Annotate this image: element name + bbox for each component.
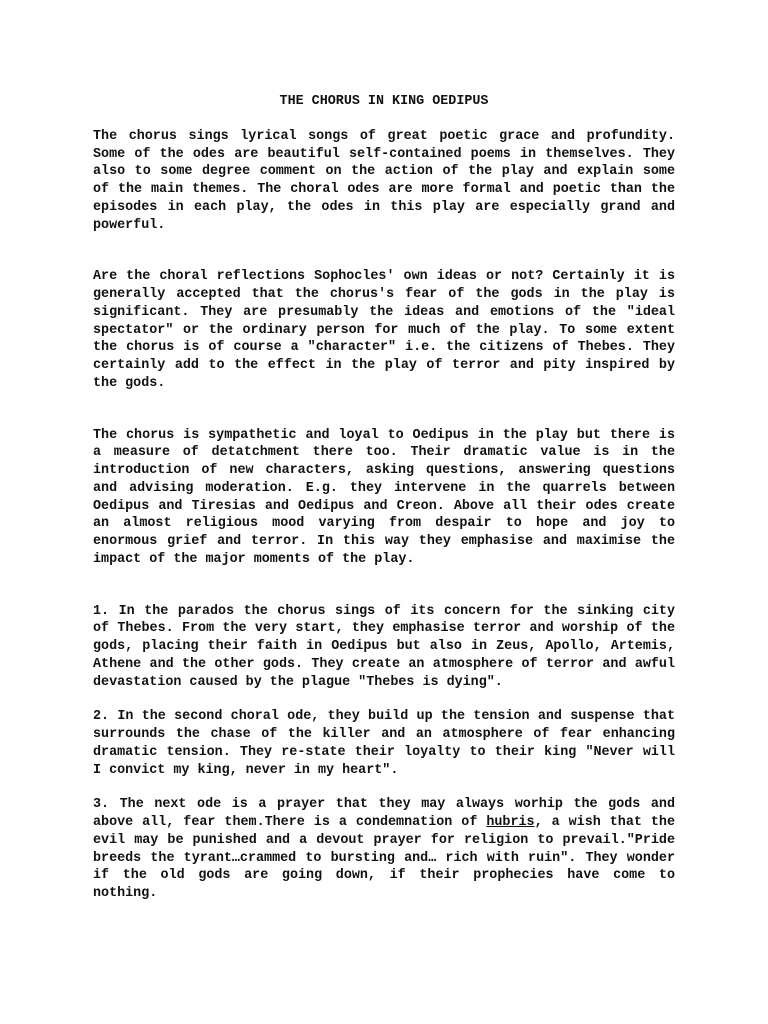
paragraph-1: The chorus sings lyrical songs of great poetic grace and profundity. Some of the odes are beautiful self-contained poems in themselves. They also to some degree comment on the action of the play and explain some of the main themes. The choral odes are more formal and poetic than the episodes in each play, the odes in this play are especially grand and powerful. xyxy=(93,128,675,233)
paragraph-6-text-before: 3. The next ode is a prayer that they may always worhip the gods and above all, fear them.There is a condemnation of xyxy=(93,797,675,830)
hubris-underlined-word: hubris xyxy=(486,815,535,830)
paragraph-3: The chorus is sympathetic and loyal to Oedipus in the play but there is a measure of detatchment there too. Their dramatic value is in the introduction of new characters, asking questions, answering questions and advising moderation. E.g. they intervene in the quarrels between Oedipus and Tiresias and Oedipus and Creon. Above all their odes create an almost religious mood varying from despair to hope and joy to enormous grief and terror. In this way they emphasise and maximise the impact of the major moments of the play. xyxy=(93,427,675,567)
document-title: THE CHORUS IN KING OEDIPUS xyxy=(279,94,489,109)
paragraph-6-third-ode xyxy=(93,796,675,903)
paragraph-4-parados: 1. In the parados the chorus sings of its concern for the sinking city of Thebes. From the very start, they emphasise terror and worship of the gods, placing their faith in Oedipus but also in Zeus, Apollo, Artemis, Athene and the other gods. They create an atmosphere of terror and awful devastation caused by the plague "Thebes is dying". xyxy=(93,603,675,690)
paragraph-6-text-after: , a wish that the evil may be punished and a devout prayer for religion to prevail."Pride breeds the tyrant…crammed to bursting and… rich with ruin". They wonder if the old gods are going down, if their prophecies have come to nothing. xyxy=(93,815,676,901)
paragraph-2: Are the choral reflections Sophocles' own ideas or not? Certainly it is generally accepted that the chorus's fear of the gods in the play is significant. They are presumably the ideas and emotions of the "ideal spectator" or the ordinary person for much of the play. To some extent the chorus is of course a "character" i.e. the citizens of Thebes. They certainly add to the effect in the play of terror and pity inspired by the gods. xyxy=(93,269,675,391)
paragraph-5-second-ode: 2. In the second choral ode, they build up the tension and suspense that surrounds the chase of the killer and an atmosphere of fear enhancing dramatic tension. They re-state their loyalty to their king "Never will I convict my king, never in my heart". xyxy=(93,709,675,778)
document-page xyxy=(93,93,675,903)
